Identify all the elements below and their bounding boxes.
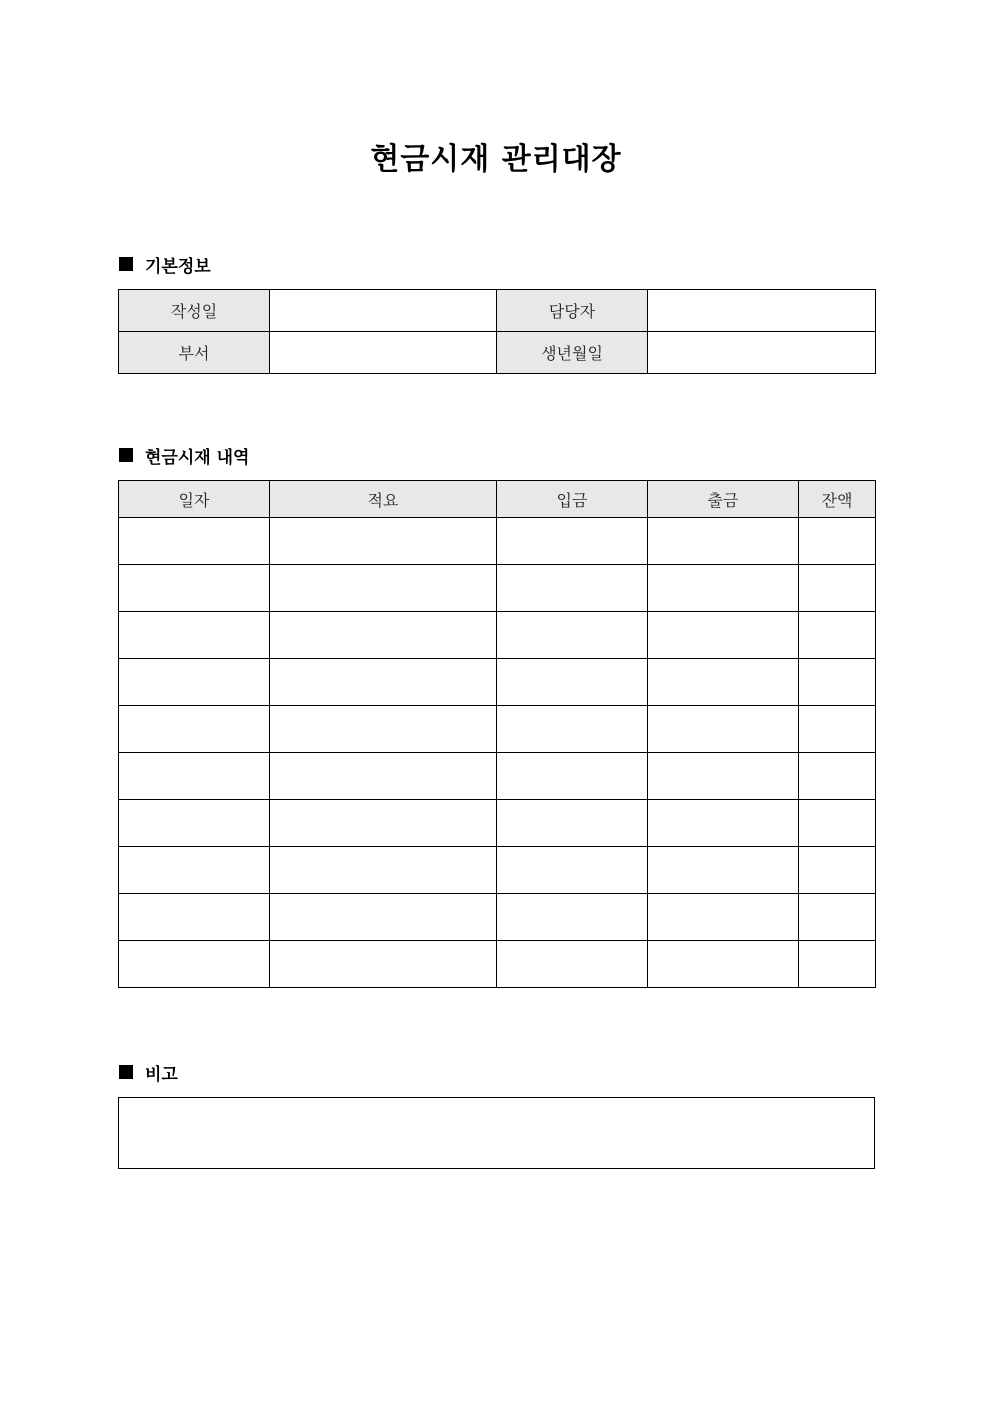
- deposit-cell[interactable]: [497, 847, 648, 894]
- table-row: [119, 894, 876, 941]
- date-cell[interactable]: [119, 894, 270, 941]
- col-header-balance: 잔액: [799, 481, 876, 518]
- withdrawal-cell[interactable]: [648, 659, 799, 706]
- ledger-header-row: [119, 481, 876, 518]
- withdrawal-cell[interactable]: [648, 518, 799, 565]
- date-cell[interactable]: [119, 659, 270, 706]
- table-row: [119, 706, 876, 753]
- basic-info-row: [119, 290, 876, 332]
- deposit-cell[interactable]: [497, 565, 648, 612]
- table-row: [119, 800, 876, 847]
- date-cell[interactable]: [119, 565, 270, 612]
- description-cell[interactable]: [270, 800, 497, 847]
- date-cell[interactable]: [119, 612, 270, 659]
- col-header-description: 적요: [270, 481, 497, 518]
- remarks-field[interactable]: [118, 1097, 875, 1169]
- date-cell[interactable]: [119, 800, 270, 847]
- balance-cell[interactable]: [799, 753, 876, 800]
- description-cell[interactable]: [270, 706, 497, 753]
- deposit-cell[interactable]: [497, 941, 648, 988]
- cash-ledger-table: [118, 480, 876, 988]
- balance-cell[interactable]: [799, 659, 876, 706]
- balance-cell[interactable]: [799, 565, 876, 612]
- description-cell[interactable]: [270, 753, 497, 800]
- table-row: [119, 565, 876, 612]
- description-cell[interactable]: [270, 612, 497, 659]
- basic-info-table: [118, 289, 876, 374]
- deposit-cell[interactable]: [497, 518, 648, 565]
- table-row: [119, 518, 876, 565]
- deposit-cell[interactable]: [497, 894, 648, 941]
- withdrawal-cell[interactable]: [648, 800, 799, 847]
- table-row: [119, 659, 876, 706]
- ledger-heading: [119, 444, 249, 466]
- balance-cell[interactable]: [799, 518, 876, 565]
- deposit-cell[interactable]: [497, 659, 648, 706]
- withdrawal-cell[interactable]: [648, 894, 799, 941]
- remarks-heading-text: 비고: [145, 1064, 178, 1085]
- department-field[interactable]: [270, 332, 497, 374]
- created-date-label: 작성일: [119, 290, 270, 332]
- description-cell[interactable]: [270, 518, 497, 565]
- description-cell[interactable]: [270, 659, 497, 706]
- balance-cell[interactable]: [799, 800, 876, 847]
- withdrawal-cell[interactable]: [648, 565, 799, 612]
- withdrawal-cell[interactable]: [648, 847, 799, 894]
- birthdate-label: 생년월일: [497, 332, 648, 374]
- table-row: [119, 612, 876, 659]
- remarks-heading: [119, 1061, 178, 1083]
- balance-cell[interactable]: [799, 894, 876, 941]
- withdrawal-cell[interactable]: [648, 941, 799, 988]
- description-cell[interactable]: [270, 847, 497, 894]
- manager-field[interactable]: [648, 290, 876, 332]
- withdrawal-cell[interactable]: [648, 612, 799, 659]
- date-cell[interactable]: [119, 753, 270, 800]
- manager-label: 담당자: [497, 290, 648, 332]
- created-date-field[interactable]: [270, 290, 497, 332]
- col-header-deposit: 입금: [497, 481, 648, 518]
- description-cell[interactable]: [270, 894, 497, 941]
- table-row: [119, 941, 876, 988]
- withdrawal-cell[interactable]: [648, 753, 799, 800]
- col-header-date: 일자: [119, 481, 270, 518]
- basic-info-heading: [119, 253, 211, 275]
- deposit-cell[interactable]: [497, 706, 648, 753]
- deposit-cell[interactable]: [497, 800, 648, 847]
- date-cell[interactable]: [119, 847, 270, 894]
- square-bullet-icon: [119, 1065, 133, 1079]
- balance-cell[interactable]: [799, 847, 876, 894]
- balance-cell[interactable]: [799, 706, 876, 753]
- deposit-cell[interactable]: [497, 612, 648, 659]
- col-header-withdrawal: 출금: [648, 481, 799, 518]
- balance-cell[interactable]: [799, 941, 876, 988]
- date-cell[interactable]: [119, 518, 270, 565]
- description-cell[interactable]: [270, 941, 497, 988]
- deposit-cell[interactable]: [497, 753, 648, 800]
- description-cell[interactable]: [270, 565, 497, 612]
- basic-info-row: [119, 332, 876, 374]
- basic-info-heading-text: 기본정보: [145, 256, 211, 277]
- balance-cell[interactable]: [799, 612, 876, 659]
- table-row: [119, 753, 876, 800]
- date-cell[interactable]: [119, 941, 270, 988]
- withdrawal-cell[interactable]: [648, 706, 799, 753]
- square-bullet-icon: [119, 448, 133, 462]
- ledger-body: [119, 518, 876, 988]
- ledger-heading-text: 현금시재 내역: [145, 447, 250, 468]
- square-bullet-icon: [119, 257, 133, 271]
- department-label: 부서: [119, 332, 270, 374]
- table-row: [119, 847, 876, 894]
- document-title: 현금시재 관리대장: [370, 142, 622, 177]
- birthdate-field[interactable]: [648, 332, 876, 374]
- date-cell[interactable]: [119, 706, 270, 753]
